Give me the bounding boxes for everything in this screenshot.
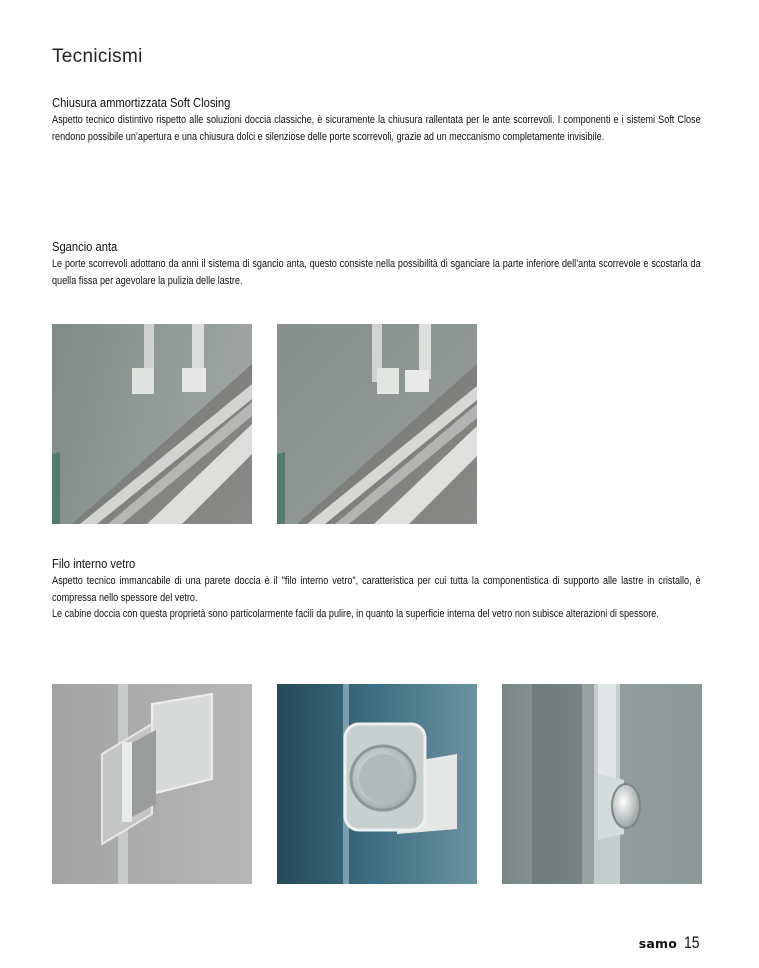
section-body-filo-interno-vetro — [52, 573, 701, 623]
paragraph: Le porte scorrevoli adottano da anni il sistema di sgancio anta, questo consiste nella possibilità di sganciare la parte inferiore dell’anta scorrevole e scostarla da quella fissa per agevolare la pulizia delle lastre. — [52, 258, 701, 287]
glass-clamp-photo — [52, 684, 252, 884]
paragraph: Le cabine doccia con questa proprietà sono particolarmente facili da pulire, in quanto la superficie interna del vetro non subisce alterazioni di spessore. — [52, 608, 659, 621]
page-footer — [639, 933, 703, 953]
paragraph: Aspetto tecnico immancabile di una parete doccia è il "filo interno vetro", caratteristica per cui tutta la componentistica di supporto alle lastre in cristallo, è compressa nello spessore del vetro. — [52, 575, 701, 604]
section-title-sgancio-anta: Sgancio anta — [52, 239, 118, 254]
section-title-filo-interno-vetro: Filo interno vetro — [52, 556, 136, 571]
glass-hinge-pivot-photo — [502, 684, 702, 884]
section-title-soft-closing: Chiusura ammortizzata Soft Closing — [52, 95, 231, 110]
section-body-sgancio-anta — [52, 256, 701, 289]
page-number: 15 — [684, 933, 700, 952]
glass-knob-photo — [277, 684, 477, 884]
paragraph: Aspetto tecnico distintivo rispetto alle soluzioni doccia classiche, è sicuramente la chiusura rallentata per le ante scorrevoli. I componenti e i sistemi Soft Close rendono possibile un’apertura e una chiusura dolci e silenziose delle porte scorrevoli, grazie ad un meccanismo completamente invisibile. — [52, 114, 701, 143]
brand-logo: samo — [638, 936, 678, 951]
section-body-soft-closing — [52, 112, 701, 145]
page-title: Tecnicismi — [52, 46, 143, 67]
sliding-door-hinge-photo-1 — [52, 324, 252, 524]
sliding-door-hinge-photo-2 — [277, 324, 477, 524]
